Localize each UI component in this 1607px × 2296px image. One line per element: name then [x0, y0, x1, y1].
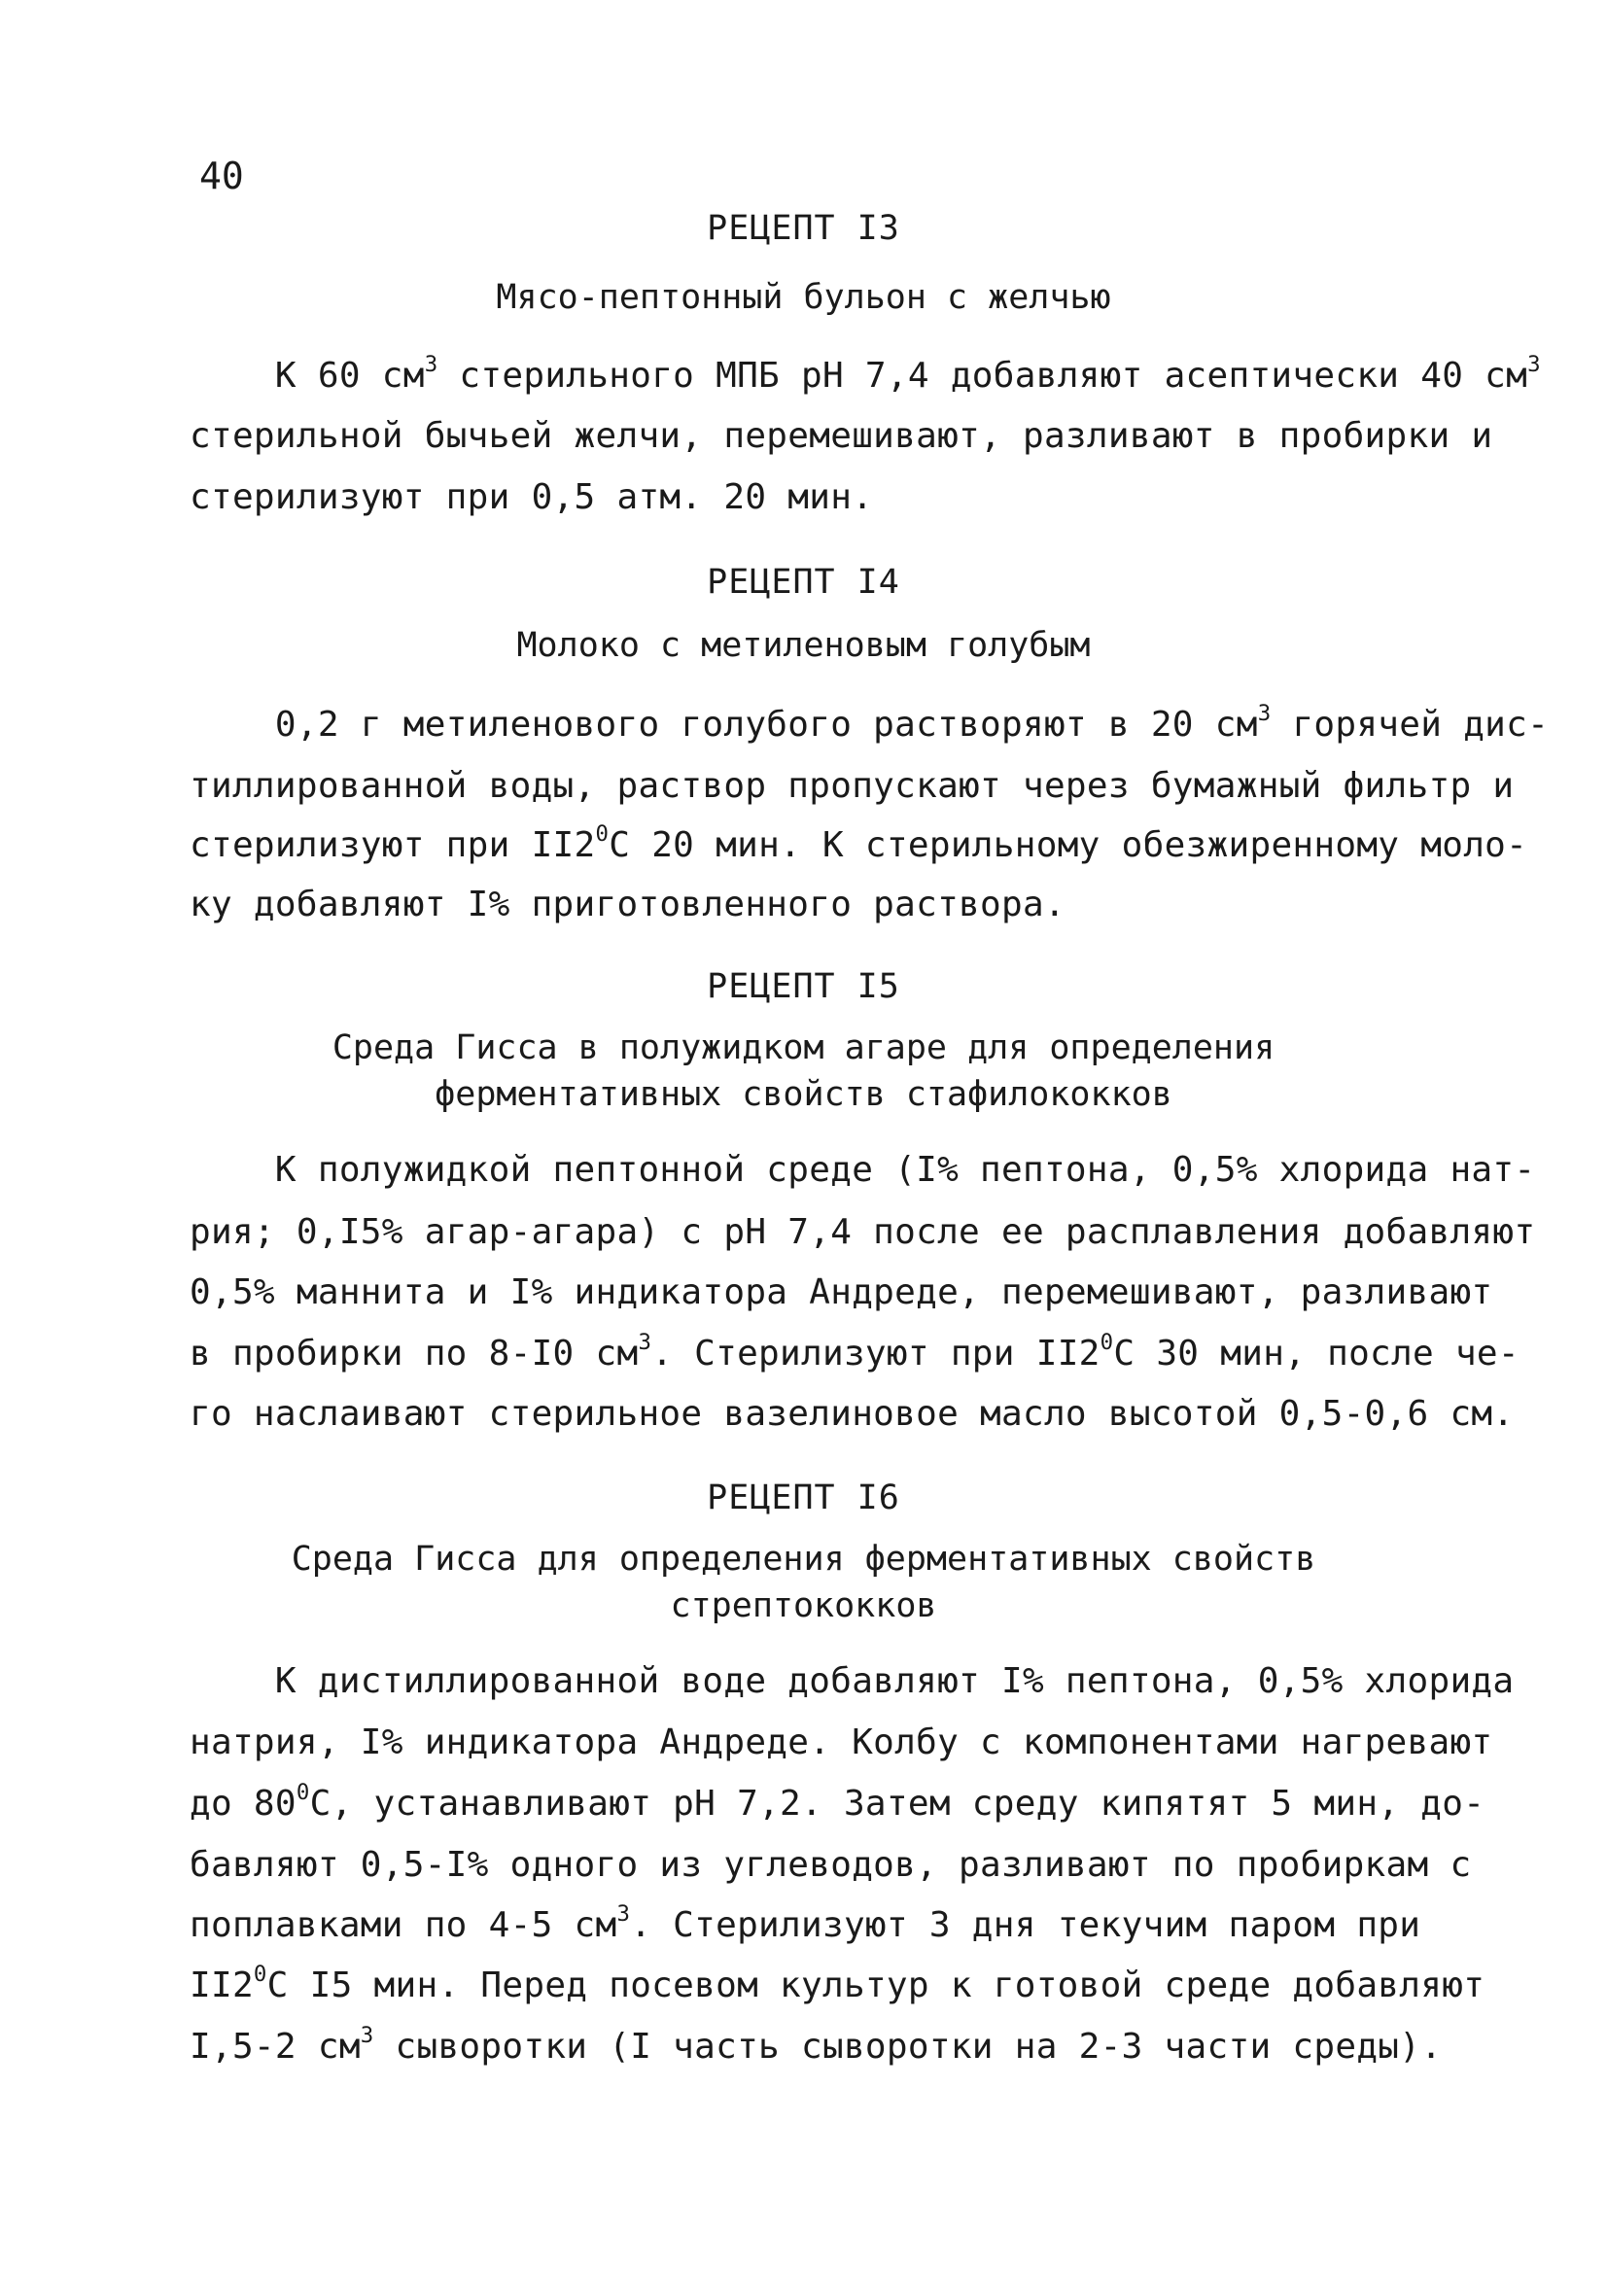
body-text-line: поплавками по 4-5 $см^3$. Стерилизуют 3 дня текучим паром при [190, 1900, 1421, 1945]
recipe-title [0, 1025, 1607, 1118]
body-text-line: $II2^0С$ I5 мин. Перед посевом культур к готовой среде добавляют [190, 1961, 1485, 2005]
recipe-title-line: стрептококков [670, 1586, 937, 1625]
recipe-title [0, 622, 1607, 669]
recipe-title [0, 274, 1607, 321]
recipe-title [0, 1536, 1607, 1629]
superscript: 3 [1527, 351, 1541, 377]
recipe-title-line: Среда Гисса для определения ферментативных свойств [291, 1540, 1316, 1579]
body-text-line: стерилизуют при 0,5 атм. 20 мин. [190, 477, 874, 517]
superscript: 3 [424, 351, 438, 377]
body-text-line: I,5-2 $см^3$ сыворотки (I часть сыворотки на 2-3 части среды). [190, 2022, 1443, 2067]
body-text-line: рия; 0,I5% агар-агара) с рН 7,4 после ее расплавления добавляют [190, 1212, 1536, 1252]
recipe-title-line: Мясо-пептонный бульон с желчью [496, 278, 1111, 317]
body-text-line: го наслаивают стерильное вазелиновое масло высотой 0,5-0,6 см. [190, 1394, 1515, 1434]
body-text-line: ку добавляют I% приготовленного раствора. [190, 885, 1066, 924]
body-text-line: К 60 $см^3$ стерильного МПБ рН 7,4 добавляют асептически 40 $см^3$ [190, 351, 1541, 396]
recipe-title-line: Молоко с метиленовым голубым [516, 626, 1091, 665]
body-text-line: К дистиллированной воде добавляют I% пептона, 0,5% хлорида [190, 1661, 1515, 1701]
superscript: 3 [1257, 700, 1272, 726]
body-text-line: в пробирки по 8-I0 $см^3$. Стерилизуют при $II2^0С$ 30 мин, после че- [190, 1329, 1520, 1374]
recipe-heading: РЕЦЕПТ I3 [707, 209, 900, 248]
superscript: 0 [595, 820, 610, 847]
recipe-title-line: ферментативных свойств стафилококков [435, 1075, 1172, 1114]
recipe-title-line: Среда Гисса в полужидком агаре для определения [332, 1028, 1275, 1067]
superscript: 3 [360, 2022, 374, 2048]
recipe-heading: РЕЦЕПТ I6 [707, 1478, 900, 1517]
body-text-line: тиллированной воды, раствор пропускают через бумажный фильтр и [190, 766, 1515, 806]
superscript: 3 [616, 1900, 631, 1927]
superscript: 3 [638, 1329, 652, 1355]
body-text-line: 0,5% маннита и I% индикатора Андреде, перемешивают, разливают [190, 1272, 1493, 1312]
recipe-heading: РЕЦЕПТ I5 [707, 967, 900, 1006]
superscript: 0 [296, 1779, 310, 1805]
body-text-line: до $80^0С$, устанавливают рН 7,2. Затем среду кипятят 5 мин, до- [190, 1779, 1485, 1824]
superscript: 0 [253, 1961, 267, 1987]
superscript: 0 [1100, 1329, 1114, 1355]
recipe-heading: РЕЦЕПТ I4 [707, 563, 900, 602]
body-text-line: бавляют 0,5-I% одного из углеводов, разливают по пробиркам с [190, 1845, 1472, 1885]
page-number: 40 [199, 155, 244, 197]
body-text-line: К полужидкой пептонной среде (I% пептона, 0,5% хлорида нат- [190, 1150, 1536, 1190]
body-text-line: 0,2 г метиленового голубого растворяют в 20 $см^3$ горячей дис- [190, 700, 1550, 745]
body-text-line: натрия, I% индикатора Андреде. Колбу с компонентами нагревают [190, 1722, 1493, 1762]
body-text-line: стерильной бычьей желчи, перемешивают, разливают в пробирки и [190, 416, 1493, 456]
body-text-line: стерилизуют при $II2^0С$ 20 мин. К стерильному обезжиренному моло- [190, 820, 1528, 865]
